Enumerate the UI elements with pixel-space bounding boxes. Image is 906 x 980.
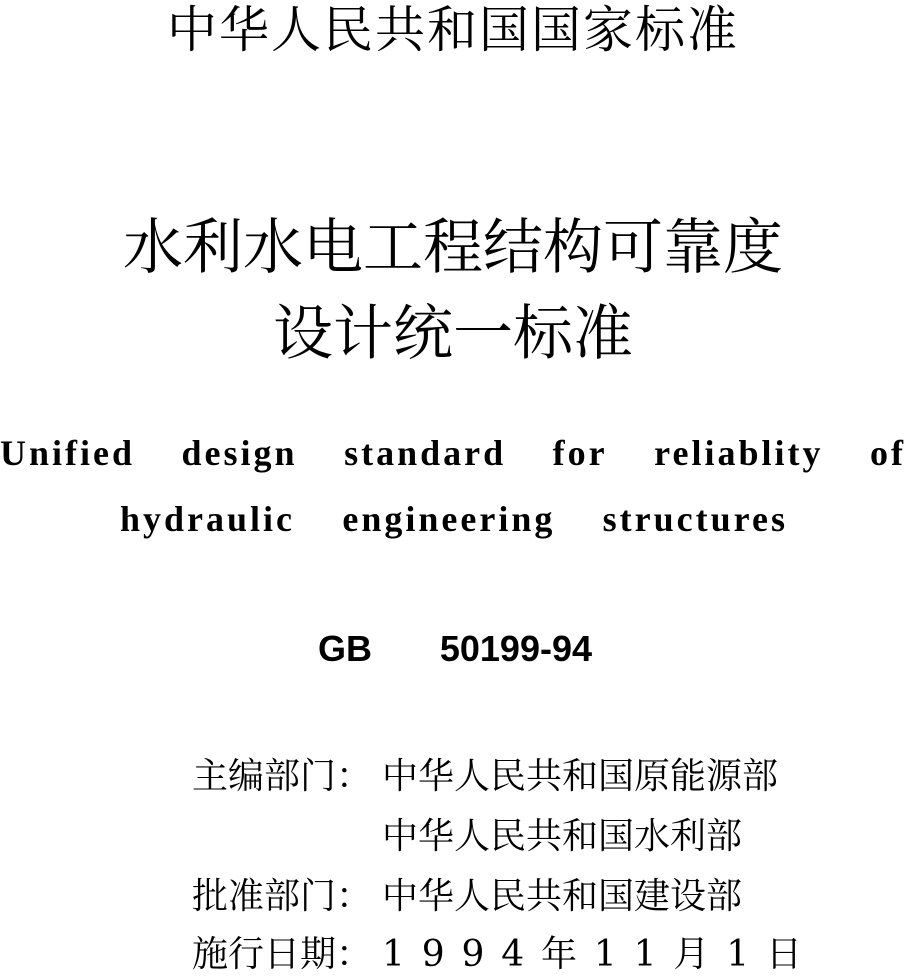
date-part: 年	[541, 934, 578, 975]
standard-code-prefix: GB	[318, 628, 372, 669]
date-part: 日	[765, 934, 802, 975]
title-en-word: reliablity	[654, 433, 824, 473]
title-cn-line1: 水利水电工程结构可靠度	[123, 213, 783, 283]
date-part: 9	[421, 934, 445, 975]
title-cn-line2: 设计统一标准	[273, 299, 633, 369]
date-part: 9	[461, 934, 485, 975]
standard-code-number: 50199-94	[439, 628, 592, 669]
effective-date-value	[382, 930, 802, 980]
approver-label: 批准部门：	[192, 876, 373, 917]
chief-editor-label: 主编部门：	[192, 756, 373, 797]
title-en-word: structures	[602, 499, 788, 539]
title-en-word: hydraulic	[120, 499, 296, 539]
date-part: 1	[593, 934, 617, 975]
standard-code	[318, 624, 592, 674]
date-part: 4	[501, 934, 525, 975]
date-part: 月	[673, 934, 710, 975]
title-en-word: engineering	[342, 499, 556, 539]
effective-date-label: 施行日期：	[192, 934, 373, 975]
date-part: 1	[726, 934, 750, 975]
date-part: 1	[382, 934, 405, 975]
title-en-word: of	[869, 433, 906, 473]
approver-value: 中华人民共和国建设部	[382, 876, 743, 917]
title-en-line2	[120, 494, 788, 544]
title-en-word: Unified	[0, 433, 136, 473]
chief-editor-2: 中华人民共和国水利部	[382, 816, 743, 857]
chief-editor-1: 中华人民共和国原能源部	[382, 756, 779, 797]
title-en-line1	[0, 428, 906, 478]
title-en-word: standard	[344, 433, 507, 473]
national-standard-header: 中华人民共和国国家标准	[167, 1, 739, 59]
date-part: 1	[633, 934, 657, 975]
title-en-word: design	[181, 433, 298, 473]
title-en-word: for	[552, 433, 608, 473]
